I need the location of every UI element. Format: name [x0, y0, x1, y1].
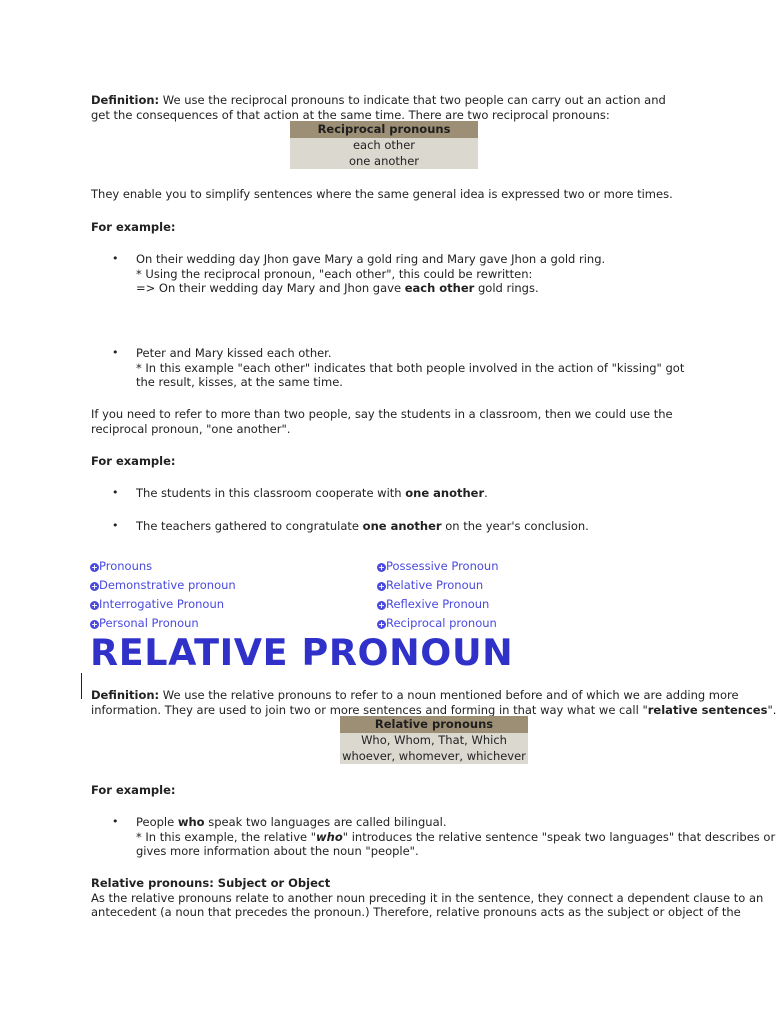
definition-text-line2: get the consequences of that action at the same time. There are two reciprocal pronouns: [91, 107, 610, 122]
link-possessive-pronoun[interactable]: +Possessive Pronoun [378, 559, 499, 573]
relative-definition [91, 688, 776, 717]
plus-circle-icon: + [378, 563, 385, 572]
paragraph-line: As the relative pronouns relate to another noun preceding it in the sentence, they connect a dependent clause to an [91, 890, 764, 905]
link-personal-pronoun[interactable]: +Personal Pronoun [91, 616, 199, 630]
simplify-paragraph: They enable you to simplify sentences where the same general idea is expressed two or more times. [91, 187, 673, 201]
definition-text-line2: information. They are used to join two or more sentences and forming in that way what we call "relative sentences". [91, 702, 776, 717]
link-reflexive-pronoun[interactable]: +Reflexive Pronoun [378, 597, 490, 611]
plus-circle-icon: + [378, 620, 385, 629]
bullet-dot-icon: • [112, 346, 119, 359]
example-line: * Using the reciprocal pronoun, "each other", this could be rewritten: [136, 266, 533, 281]
paragraph-line: antecedent (a noun that precedes the pronoun.) Therefore, relative pronouns acts as the subject or object of the [91, 905, 741, 919]
link-demonstrative-pronoun[interactable]: +Demonstrative pronoun [91, 578, 236, 592]
example-line: the result, kisses, at the same time. [136, 375, 343, 389]
plus-circle-icon: + [91, 582, 98, 591]
for-example-heading: For example: [91, 220, 176, 234]
plus-circle-icon: + [91, 620, 98, 629]
plus-circle-icon: + [91, 563, 98, 572]
for-example-heading: For example: [91, 454, 176, 468]
section-heading: Relative pronouns: Subject or Object [91, 876, 331, 890]
reciprocal-pronouns-table [290, 121, 478, 169]
table-row: Who, Whom, That, Which [340, 733, 528, 749]
page-title: RELATIVE PRONOUN [90, 631, 514, 674]
bullet-dot-icon: • [112, 486, 119, 499]
plus-circle-icon: + [378, 601, 385, 610]
example-line: gives more information about the noun "people". [136, 844, 419, 858]
example-line: On their wedding day Jhon gave Mary a gold ring and Mary gave Jhon a gold ring. [136, 252, 606, 266]
more-than-two-paragraph: If you need to refer to more than two people, say the students in a classroom, then we could use the reciprocal pronoun, "one another". [91, 407, 673, 436]
table-header: Reciprocal pronouns [290, 121, 478, 138]
definition-text-line1: We use the reciprocal pronouns to indicate that two people can carry out an action and [159, 93, 666, 107]
plus-circle-icon: + [378, 582, 385, 591]
link-relative-pronoun[interactable]: +Relative Pronoun [378, 578, 484, 592]
example-line: * In this example, the relative "who" introduces the relative sentence "speak two languages" that describes or [136, 829, 776, 844]
table-row: each other [290, 138, 478, 154]
link-pronouns[interactable]: +Pronouns [91, 559, 153, 573]
link-reciprocal-pronoun[interactable]: +Reciprocal pronoun [378, 616, 497, 630]
link-interrogative-pronoun[interactable]: +Interrogative Pronoun [91, 597, 225, 611]
table-row: one another [290, 154, 478, 170]
example-line: => On their wedding day Mary and Jhon gave each other gold rings. [136, 281, 539, 295]
bullet-dot-icon: • [112, 519, 119, 532]
text-cursor [81, 673, 82, 699]
table-row: whoever, whomever, whichever [340, 749, 528, 765]
definition-text-line1: We use the relative pronouns to refer to a noun mentioned before and of which we are adding more [159, 688, 739, 702]
relative-pronouns-table [340, 716, 528, 764]
definition-label: Definition: [91, 688, 160, 702]
reciprocal-definition [91, 93, 666, 122]
plus-circle-icon: + [91, 601, 98, 610]
for-example-heading: For example: [91, 783, 176, 797]
table-header: Relative pronouns [340, 716, 528, 733]
subject-object-section [91, 876, 763, 920]
example-line: People who speak two languages are called bilingual. [136, 815, 447, 829]
example-line: Peter and Mary kissed each other. [136, 346, 332, 360]
example-line: * In this example "each other" indicates that both people involved in the action of "kissing" got [136, 360, 685, 375]
bullet-dot-icon: • [112, 252, 119, 265]
definition-label: Definition: [91, 93, 160, 107]
bullet-dot-icon: • [112, 815, 119, 828]
